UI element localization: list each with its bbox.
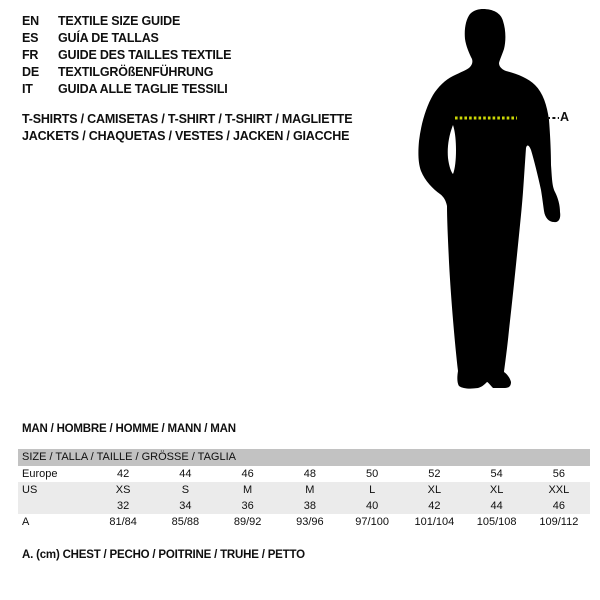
table-row-europe xyxy=(18,466,590,482)
table-row-us xyxy=(18,482,590,498)
size-table-header: SIZE / TALLA / TAILLE / GRÖSSE / TAGLIA xyxy=(18,449,590,466)
language-row xyxy=(22,47,231,64)
table-row-us-numeric xyxy=(18,498,590,514)
table-cell: 34 xyxy=(179,500,192,512)
language-guide xyxy=(22,13,231,98)
table-cell: 44 xyxy=(179,468,192,480)
table-cell: 32 xyxy=(117,500,130,512)
language-row xyxy=(22,13,231,30)
table-cell: 97/100 xyxy=(355,516,389,528)
language-title: GUIDE DES TAILLES TEXTILE xyxy=(58,48,232,62)
size-table xyxy=(18,449,590,531)
garment-categories xyxy=(22,111,352,144)
table-row-chest-a xyxy=(18,514,590,531)
table-cell: 48 xyxy=(303,468,316,480)
language-row xyxy=(22,81,231,98)
table-cell: 56 xyxy=(552,468,565,480)
category-line-tshirts: T-SHIRTS / CAMISETAS / T-SHIRT / T-SHIRT / MAGLIETTE xyxy=(22,112,353,126)
language-title: TEXTILGRÖßENFÜHRUNG xyxy=(58,65,214,79)
row-label: A xyxy=(22,516,30,528)
table-cell: L xyxy=(369,484,376,496)
table-cell: S xyxy=(181,484,190,496)
table-cell: 54 xyxy=(490,468,503,480)
table-cell: 46 xyxy=(241,468,254,480)
table-cell: 36 xyxy=(241,500,254,512)
language-title: GUIDA ALLE TAGLIE TESSILI xyxy=(58,82,228,96)
table-cell: 85/88 xyxy=(171,516,200,528)
man-silhouette-shape xyxy=(418,9,560,389)
measurement-label-a: A xyxy=(560,110,570,124)
table-cell: 50 xyxy=(366,468,379,480)
language-code: FR xyxy=(22,48,39,62)
language-title: TEXTILE SIZE GUIDE xyxy=(58,14,181,28)
language-row xyxy=(22,64,231,81)
language-row xyxy=(22,30,231,47)
category-line-jackets: JACKETS / CHAQUETAS / VESTES / JACKEN / GIACCHE xyxy=(22,128,350,143)
language-code: DE xyxy=(22,65,39,79)
row-label: US xyxy=(22,484,38,496)
man-silhouette-figure xyxy=(395,0,600,400)
language-code: EN xyxy=(22,14,39,28)
row-label xyxy=(18,498,92,514)
table-cell: 93/96 xyxy=(296,516,324,528)
table-cell: M xyxy=(243,484,253,496)
table-cell: 42 xyxy=(117,468,130,480)
table-cell: 89/92 xyxy=(233,516,262,528)
measurement-footnote: A. (cm) CHEST / PECHO / POITRINE / TRUHE / PETTO xyxy=(22,549,305,561)
language-code: IT xyxy=(22,82,33,96)
table-cell: 101/104 xyxy=(414,516,455,528)
language-title: GUÍA DE TALLAS xyxy=(58,31,159,45)
table-cell: 44 xyxy=(490,500,503,512)
table-cell: 42 xyxy=(428,500,441,512)
man-section-title: MAN / HOMBRE / HOMME / MANN / MAN xyxy=(22,423,236,435)
man-silhouette xyxy=(395,0,600,400)
row-label: Europe xyxy=(22,468,58,480)
table-cell: XL xyxy=(427,484,442,496)
table-cell: XL xyxy=(489,484,504,496)
table-cell: M xyxy=(305,484,315,496)
table-cell: 81/84 xyxy=(109,516,137,528)
table-cell: XXL xyxy=(548,484,570,496)
table-cell: 38 xyxy=(303,500,316,512)
language-code: ES xyxy=(22,31,39,45)
table-cell: 105/108 xyxy=(476,516,517,528)
table-cell: XS xyxy=(115,484,131,496)
table-cell: 109/112 xyxy=(539,516,579,528)
table-cell: 40 xyxy=(366,500,379,512)
table-cell: 52 xyxy=(428,468,441,480)
table-cell: 46 xyxy=(552,500,565,512)
